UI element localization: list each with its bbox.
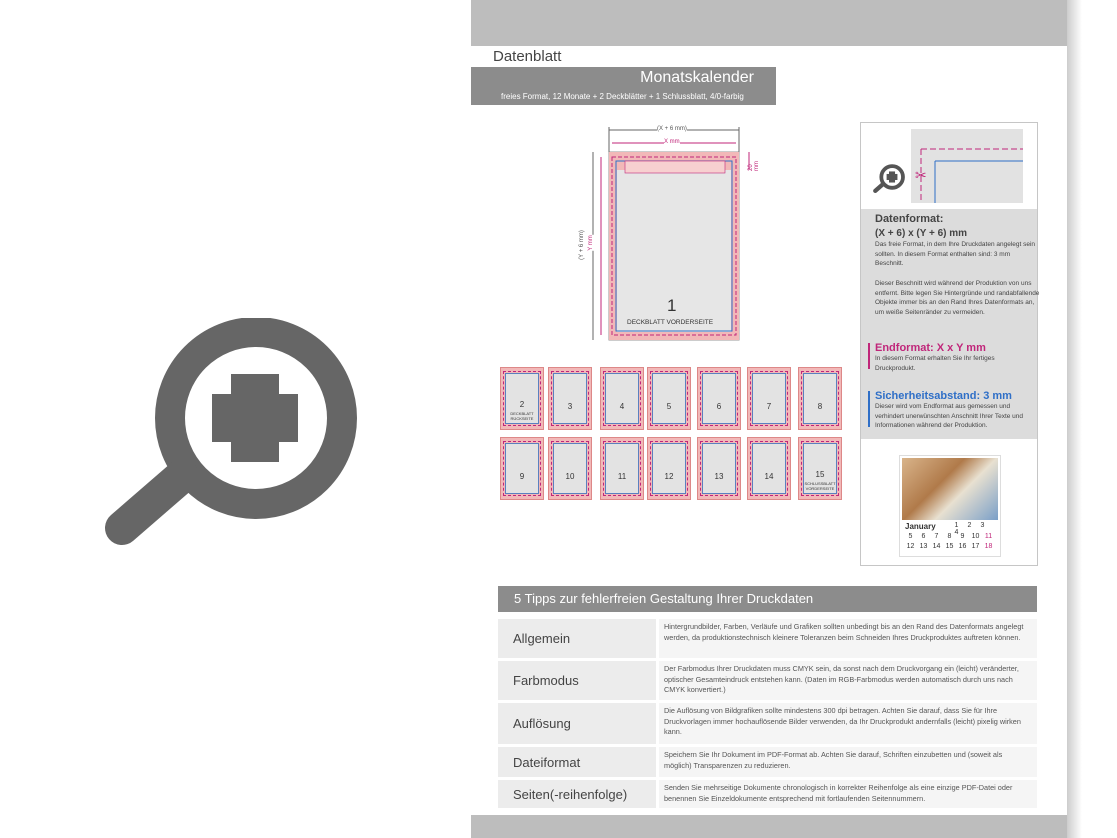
thumbnail-number: 11 <box>617 472 627 481</box>
calendar-row-3 <box>904 543 995 550</box>
calendar-day: 17 <box>971 543 980 550</box>
thumbnail-number: 2 <box>519 400 525 409</box>
tip-row <box>498 703 1037 744</box>
safety-area <box>752 373 786 424</box>
tip-text: Der Farbmodus Ihrer Druckdaten muss CMYK sein, da sonst nach dem Druckvorgang ein (leicht) veränderter, optischer Gesamteindruck entstehen kann. (Daten im RGB-Farbmodus werden automatisch durch uns nach CMYK konvertiert.) <box>659 661 1037 700</box>
page-thumbnail <box>647 437 691 500</box>
calendar-day: 18 <box>984 543 993 550</box>
calendar-preview <box>899 455 1001 557</box>
safety-area <box>752 443 786 494</box>
calendar-day: 16 <box>958 543 967 550</box>
page-thumbnail <box>500 367 544 430</box>
thumbnail-label: SCHLUSSBLATT VORDERSEITE <box>804 481 836 491</box>
tip-text: Die Auflösung von Bildgrafiken sollte mindestens 300 dpi betragen. Achten Sie darauf, dass Sie für Ihre Druckvorlagen immer hochauflösende Bilder verwenden, da Ihr Druckprodukt andernfalls (leicht) pixelig wirken kann. <box>659 703 1037 744</box>
endformat-text: In diesem Format erhalten Sie Ihr fertiges Druckprodukt. <box>875 355 995 372</box>
datasheet-page <box>471 0 1067 838</box>
page-number: 1 <box>667 296 677 315</box>
page-thumbnail <box>747 437 791 500</box>
width-inner-label: X mm <box>664 139 680 145</box>
title-bar <box>471 67 776 105</box>
safety-area <box>702 373 736 424</box>
page-label: DECKBLATT VORDERSEITE <box>627 319 714 326</box>
safety-area <box>803 373 837 424</box>
calendar-day: 2 <box>967 522 972 529</box>
datenformat-value: (X + 6) x (Y + 6) mm <box>875 228 968 239</box>
thumbnail-label: DECKBLATT RÜCKSEITE <box>510 411 534 421</box>
safety-area <box>553 443 587 494</box>
thumbnail-number: 13 <box>714 472 724 481</box>
tip-label: Dateiformat <box>498 747 656 777</box>
datenformat-text: Das freie Format, in dem Ihre Druckdaten angelegt sein sollten. In diesem Format enthalten sind: 3 mm Beschnitt. <box>875 241 1036 267</box>
tip-text: Senden Sie mehrseitige Dokumente chronologisch in korrekter Reihenfolge als eine einzige PDF-Datei oder benennen Sie Einzeldokumente entsprechend mit fortlaufenden Seitennummern. <box>659 780 1037 808</box>
safety-area <box>652 443 686 494</box>
safety-area <box>605 443 639 494</box>
page-thumbnail <box>600 437 644 500</box>
safety-area <box>553 373 587 424</box>
calendar-day: 11 <box>984 533 993 540</box>
page-thumbnail <box>798 367 842 430</box>
page-thumbnail <box>798 437 842 500</box>
top-margin-label: 20 mm <box>748 161 760 171</box>
thumbnail-number: 5 <box>666 402 672 411</box>
format-diagram <box>571 124 761 344</box>
calendar-day: 14 <box>932 543 941 550</box>
datenblatt-label: Datenblatt <box>471 46 590 67</box>
calendar-day: 8 <box>947 533 952 540</box>
endformat-heading: Endformat: X x Y mm <box>875 342 986 354</box>
format-diagram-lines <box>571 124 761 344</box>
product-title: Monatskalender <box>640 69 754 86</box>
zoom-in-small-icon[interactable] <box>873 163 905 195</box>
page-thumbnail <box>697 367 741 430</box>
thumbnail-number: 6 <box>716 402 722 411</box>
calendar-day: 3 <box>980 522 985 529</box>
sicherheit-heading: Sicherheitsabstand: 3 mm <box>875 390 1012 402</box>
tip-row <box>498 747 1037 777</box>
page-thumbnail <box>600 367 644 430</box>
thumbnail-number: 4 <box>619 402 625 411</box>
thumbnail-number: 9 <box>519 472 525 481</box>
beschnitt-text: Dieser Beschnitt wird während der Produktion von uns entfernt. Bitte legen Sie Hintergründe und randabfallende Objekte immer bis an den Rand Ihres Datenformats an, um weiße Seitenränder zu vermeiden. <box>875 280 1040 316</box>
thumbnail-number: 15 <box>815 470 825 479</box>
calendar-day: 7 <box>934 533 939 540</box>
top-band <box>471 0 1067 46</box>
scissors-icon: ✂ <box>915 167 927 183</box>
calendar-day: 13 <box>919 543 928 550</box>
calendar-day: 15 <box>945 543 954 550</box>
page-thumbnail <box>548 437 592 500</box>
tip-text: Speichern Sie Ihr Dokument im PDF-Format ab. Achten Sie darauf, Schriften einzubetten und (soweit als möglich) Transparenzen zu reduzieren. <box>659 747 1037 777</box>
corner-detail-lines <box>911 129 1023 203</box>
calendar-month: January <box>905 522 936 531</box>
thumbnail-number: 3 <box>567 402 573 411</box>
tip-label: Farbmodus <box>498 661 656 700</box>
calendar-day: 10 <box>971 533 980 540</box>
tip-text: Hintergrundbilder, Farben, Verläufe und Grafiken sollten unbedingt bis an den Rand des Datenformats angelegt werden, da produktionstechnisch kleinere Toleranzen beim Schneiden Ihres Druckproduktes auftreten können. <box>659 619 1037 658</box>
page-thumbnail <box>647 367 691 430</box>
height-outer-label: (Y + 6 mm) <box>578 230 585 260</box>
sicherheit-marker <box>868 391 870 427</box>
height-inner-label: Y mm <box>587 235 594 251</box>
calendar-row-2 <box>904 533 995 540</box>
tip-row <box>498 661 1037 700</box>
datenformat-heading: Datenformat: <box>875 213 944 225</box>
width-outer-label: (X + 6 mm) <box>657 126 687 132</box>
bottom-band <box>471 815 1067 838</box>
calendar-day: 5 <box>908 533 913 540</box>
safety-area <box>505 443 539 494</box>
tip-row <box>498 780 1037 808</box>
sicherheit-text: Dieser wird vom Endformat aus gemessen und verhindert unerwünschten Anschnitt Ihrer Texte und Informationen während der Produktion. <box>875 403 1024 429</box>
tips-heading: 5 Tipps zur fehlerfreien Gestaltung Ihrer Druckdaten <box>498 586 1037 612</box>
zoom-in-icon[interactable] <box>104 318 358 550</box>
calendar-day: 4 <box>954 529 959 536</box>
thumbnail-number: 7 <box>766 402 772 411</box>
tip-row <box>498 619 1037 658</box>
tip-label: Auflösung <box>498 703 656 744</box>
tip-label: Seiten(-reihenfolge) <box>498 780 656 808</box>
calendar-day: 12 <box>906 543 915 550</box>
product-subtitle: freies Format, 12 Monate + 2 Deckblätter + 1 Schlussblatt, 4/0-farbig <box>501 92 744 101</box>
thumbnail-number: 12 <box>664 472 674 481</box>
calendar-day: 1 <box>954 522 959 529</box>
page-thumbnail <box>500 437 544 500</box>
page-thumbnail <box>548 367 592 430</box>
safety-area <box>652 373 686 424</box>
thumbnail-number: 14 <box>764 472 774 481</box>
calendar-day: 9 <box>960 533 965 540</box>
thumbnail-number: 8 <box>817 402 823 411</box>
thumbnail-number: 10 <box>565 472 575 481</box>
info-panel <box>860 122 1038 566</box>
calendar-day: 6 <box>921 533 926 540</box>
safety-area <box>702 443 736 494</box>
corner-detail <box>911 129 1023 203</box>
format-info <box>861 209 1040 439</box>
calendar-photo <box>902 458 998 520</box>
safety-area <box>605 373 639 424</box>
endformat-marker <box>868 343 870 369</box>
page-thumbnail <box>697 437 741 500</box>
sheet-shadow <box>1066 0 1082 838</box>
page-thumbnail <box>747 367 791 430</box>
tip-label: Allgemein <box>498 619 656 658</box>
